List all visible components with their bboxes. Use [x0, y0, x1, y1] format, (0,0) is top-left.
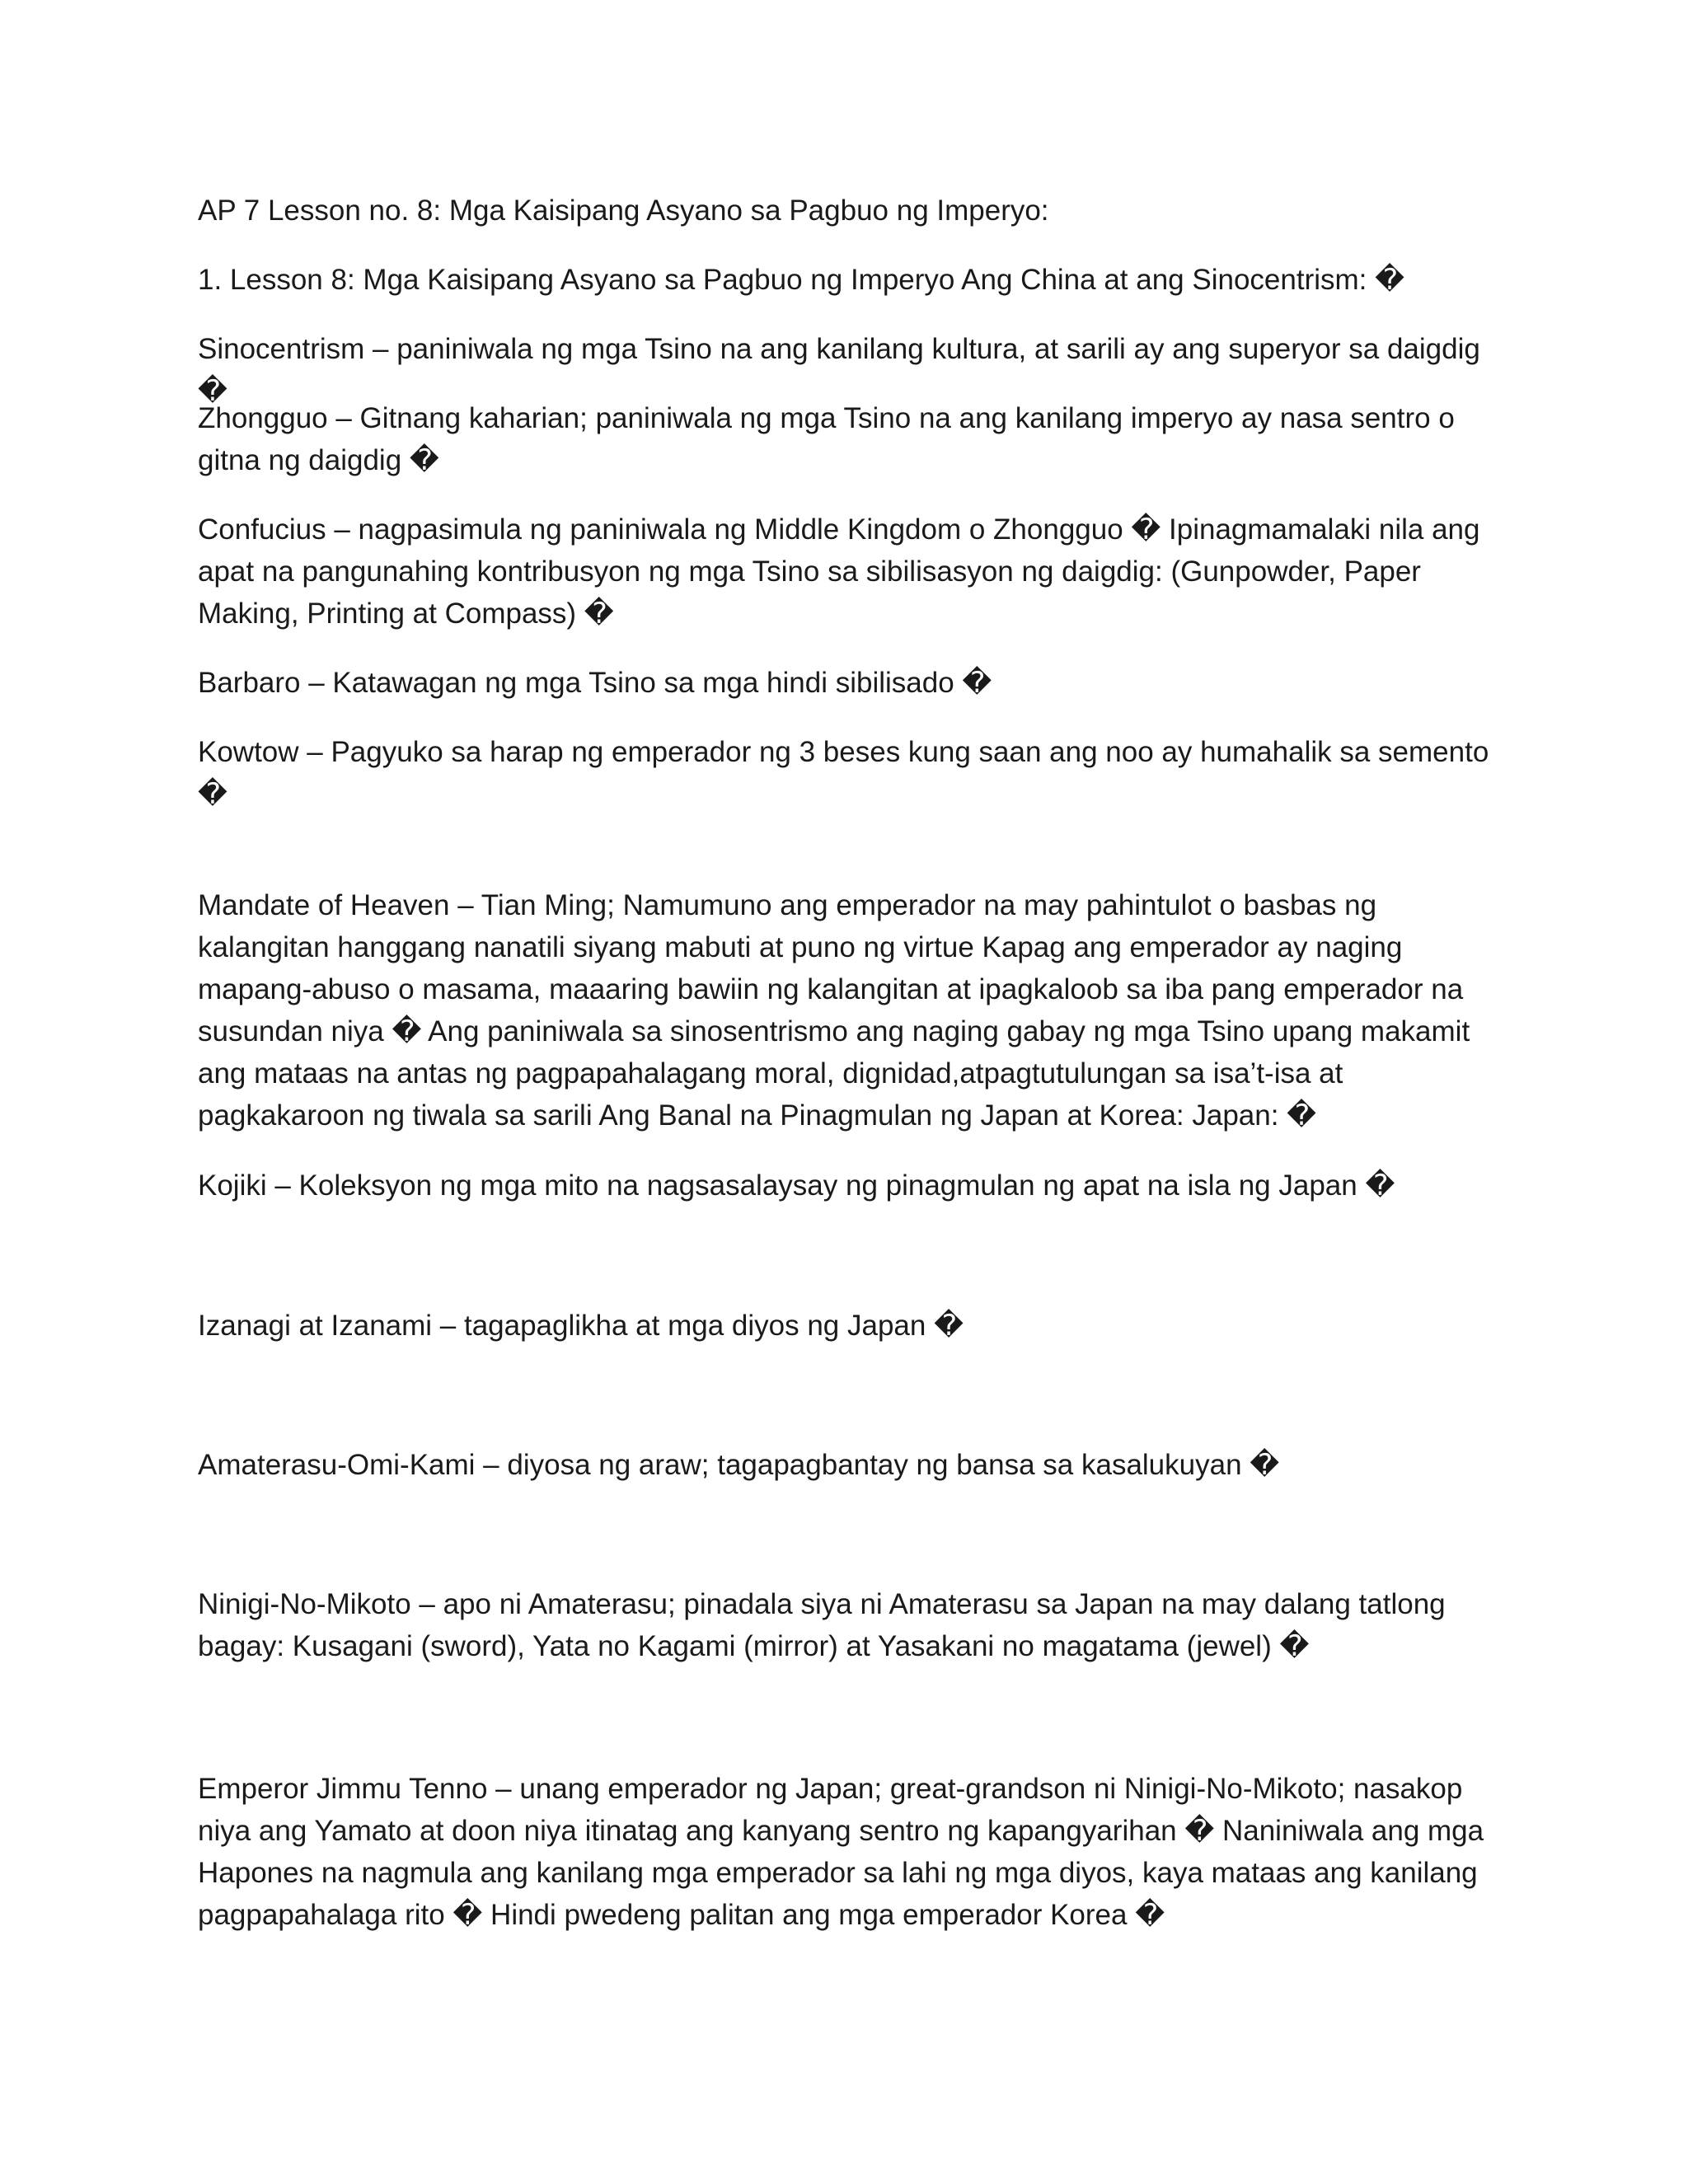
paragraph-confucius: Confucius – nagpasimula ng paniniwala ng Middle Kingdom o Zhongguo � Ipinagmamalaki nila ang apat na pangunahing kontribusyon ng mga Tsino sa sibilisasyon ng daigdig: (Gunpowder, Paper Making, Printing at Compass) �: [198, 513, 1480, 630]
paragraph-amaterasu: Amaterasu-Omi-Kami – diyosa ng araw; tagapagbantay ng bansa sa kasalukuyan �: [198, 1449, 1280, 1481]
paragraph-sinocentrism: Sinocentrism – paniniwala ng mga Tsino na ang kanilang kultura, at sarili ay ang superyor sa daigdig �: [198, 333, 1480, 407]
paragraph-emperor-jimmu-tenno: Emperor Jimmu Tenno – unang emperador ng Japan; great-grandson ni Ninigi-No-Mikoto; nasakop niya ang Yamato at doon niya itinatag ang kanyang sentro ng kapangyarihan � Naniniwala ang mga Hapones na nagmula ang kanilang mga emperador sa lahi ng mga diyos, kaya mataas ang kanilang pagpapahalaga rito � Hindi pwedeng palitan ang mga emperador Korea �: [198, 1773, 1484, 1931]
paragraph-kowtow: Kowtow – Pagyuko sa harap ng emperador ng 3 beses kung saan ang noo ay humahalik sa semento �: [198, 736, 1489, 810]
paragraph-barbaro: Barbaro – Katawagan ng mga Tsino sa mga hindi sibilisado �: [198, 667, 992, 699]
document-title: AP 7 Lesson no. 8: Mga Kaisipang Asyano sa Pagbuo ng Imperyo:: [198, 194, 1049, 227]
paragraph-ninigi-no-mikoto: Ninigi-No-Mikoto – apo ni Amaterasu; pinadala siya ni Amaterasu sa Japan na may dalang tatlong bagay: Kusagani (sword), Yata no Kagami (mirror) at Yasakani no magatama (jewel) �: [198, 1588, 1446, 1662]
paragraph-lesson-heading: 1. Lesson 8: Mga Kaisipang Asyano sa Pagbuo ng Imperyo Ang China at ang Sinocentrism: �: [198, 264, 1405, 296]
paragraph-mandate-of-heaven: Mandate of Heaven – Tian Ming; Namumuno ang emperador na may pahintulot o basbas ng kalangitan hanggang nanatili siyang mabuti at puno ng virtue Kapag ang emperador ay naging mapang-abuso o masama, maaaring bawiin ng kalangitan at ipagkaloob sa iba pang emperador na susundan niya � Ang paniniwala sa sinosentrismo ang naging gabay ng mga Tsino upang makamit ang mataas na antas ng pagpapahalagang moral, dignidad,atpagtutulungan sa isa’t-isa at pagkakaroon ng tiwala sa sarili Ang Banal na Pinagmulan ng Japan at Korea: Japan: �: [198, 889, 1470, 1132]
paragraph-kojiki: Kojiki – Koleksyon ng mga mito na nagsasalaysay ng pinagmulan ng apat na isla ng Japan �: [198, 1169, 1395, 1202]
paragraph-zhongguo: Zhongguo – Gitnang kaharian; paniniwala ng mga Tsino na ang kanilang imperyo ay nasa sentro o gitna ng daigdig �: [198, 402, 1455, 476]
paragraph-izanagi-izanami: Izanagi at Izanami – tagapaglikha at mga diyos ng Japan �: [198, 1310, 964, 1342]
